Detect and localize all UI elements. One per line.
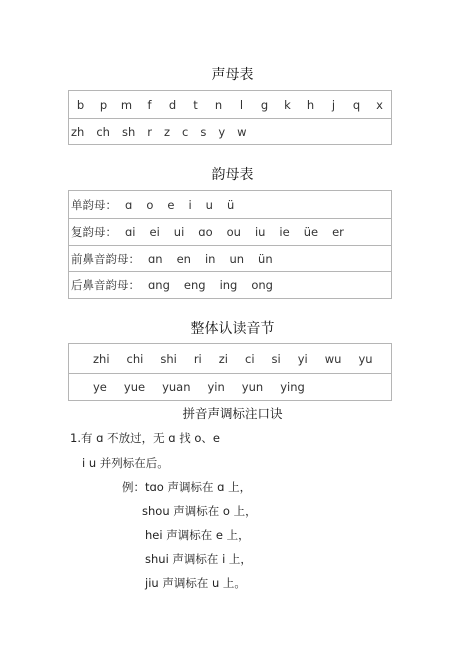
yunmu-item: ü [226,197,235,212]
yunmu-item: ɑng [148,278,170,292]
shengmu-letter: zh [71,124,85,139]
shengmu-letter: h [306,97,315,112]
shengmu-letter: p [99,97,108,112]
syllable: ying [280,380,305,394]
syllable: zi [218,351,228,366]
shengmu-letter: z [163,124,171,139]
yunmu-item: i [188,197,192,212]
shengmu-letter: c [182,124,189,139]
shengmu-row-2 [69,118,391,144]
rules-title: 拼音声调标注口诀 [182,406,283,421]
yunmu-item: ong [251,278,273,292]
syllable: chi [126,351,144,366]
zhengti-title: 整体认读音节 [190,321,275,337]
syllable: shi [160,351,177,366]
yunmu-item: en [176,251,191,266]
shengmu-letter: sh [121,124,136,139]
shengmu-letter: j [331,97,336,112]
yunmu-row-label: 前鼻音韵母： [71,251,140,266]
shengmu-letter: r [147,124,152,139]
yunmu-row-label: 复韵母： [71,225,117,239]
zhengti-table [68,343,392,401]
yunmu-item: ie [279,225,290,239]
yunmu-item: eng [183,278,206,292]
yunmu-item: ɑi [125,225,136,239]
syllable: ri [193,351,202,366]
yunmu-item: iu [254,225,266,239]
yunmu-item: in [204,251,216,266]
yunmu-row-label: 单韵母： [71,197,117,212]
shengmu-letter: l [239,97,244,112]
shengmu-letter: ch [96,124,110,139]
shengmu-letter: k [284,97,291,112]
yunmu-item: u [205,197,213,212]
yunmu-title: 韵母表 [211,167,254,183]
shengmu-letter: t [193,97,198,112]
yunmu-item: ou [226,225,241,239]
syllable: wu [324,351,342,366]
shengmu-letter: x [376,97,383,112]
yunmu-item: ɑ [125,197,133,212]
yunmu-item: e [167,197,175,212]
yunmu-row [69,191,391,218]
syllable: ci [245,351,255,366]
zhengti-row-2 [69,373,391,400]
yunmu-table [68,190,392,299]
rule-line-2: i u 并列标在后。 [82,456,169,470]
yunmu-item: üe [303,225,319,239]
example-1: 例：tɑo 声调标在 ɑ 上， [122,480,252,494]
shengmu-title: 声母表 [211,67,254,83]
yunmu-row-label: 后鼻音韵母： [71,278,140,292]
yunmu-item: er [332,225,344,239]
syllable: yue [123,380,146,394]
rule-line-1: 1.有 ɑ 不放过，无 ɑ 找 o、e [70,431,220,445]
example-2: shou 声调标在 o 上， [142,504,257,518]
example-5: jiu 声调标在 u 上。 [145,576,246,590]
syllable: yun [241,380,264,394]
shengmu-letter: y [218,124,226,139]
example-3: hei 声调标在 e 上， [145,528,250,542]
shengmu-letter: b [76,97,85,112]
yunmu-row [69,218,391,245]
syllable: ye [93,380,107,394]
shengmu-letter: g [260,97,269,112]
syllable: yu [358,351,373,366]
zhengti-row-1 [69,344,391,373]
yunmu-item: ɑn [148,251,163,266]
shengmu-row-1 [69,91,391,118]
shengmu-letter: d [168,97,177,112]
shengmu-letter: q [352,97,361,112]
yunmu-item: o [146,197,154,212]
yunmu-item: un [229,251,245,266]
yunmu-row [69,271,391,298]
yunmu-row [69,245,391,271]
shengmu-letter: n [214,97,223,112]
shengmu-letter: f [147,97,152,112]
shengmu-letter: s [200,124,207,139]
syllable: zhi [93,351,110,366]
yunmu-item: ün [258,251,273,266]
shengmu-letter: w [237,124,247,139]
yunmu-item: ing [219,278,238,292]
syllable: yi [297,351,308,366]
yunmu-item: ui [173,225,185,239]
yunmu-item: ei [149,225,160,239]
yunmu-item: ɑo [198,225,213,239]
shengmu-table [68,90,392,145]
example-4: shui 声调标在 i 上， [145,552,252,566]
shengmu-letter: m [120,97,133,112]
syllable: yuan [162,380,191,394]
syllable: yin [207,380,225,394]
syllable: si [271,351,281,366]
